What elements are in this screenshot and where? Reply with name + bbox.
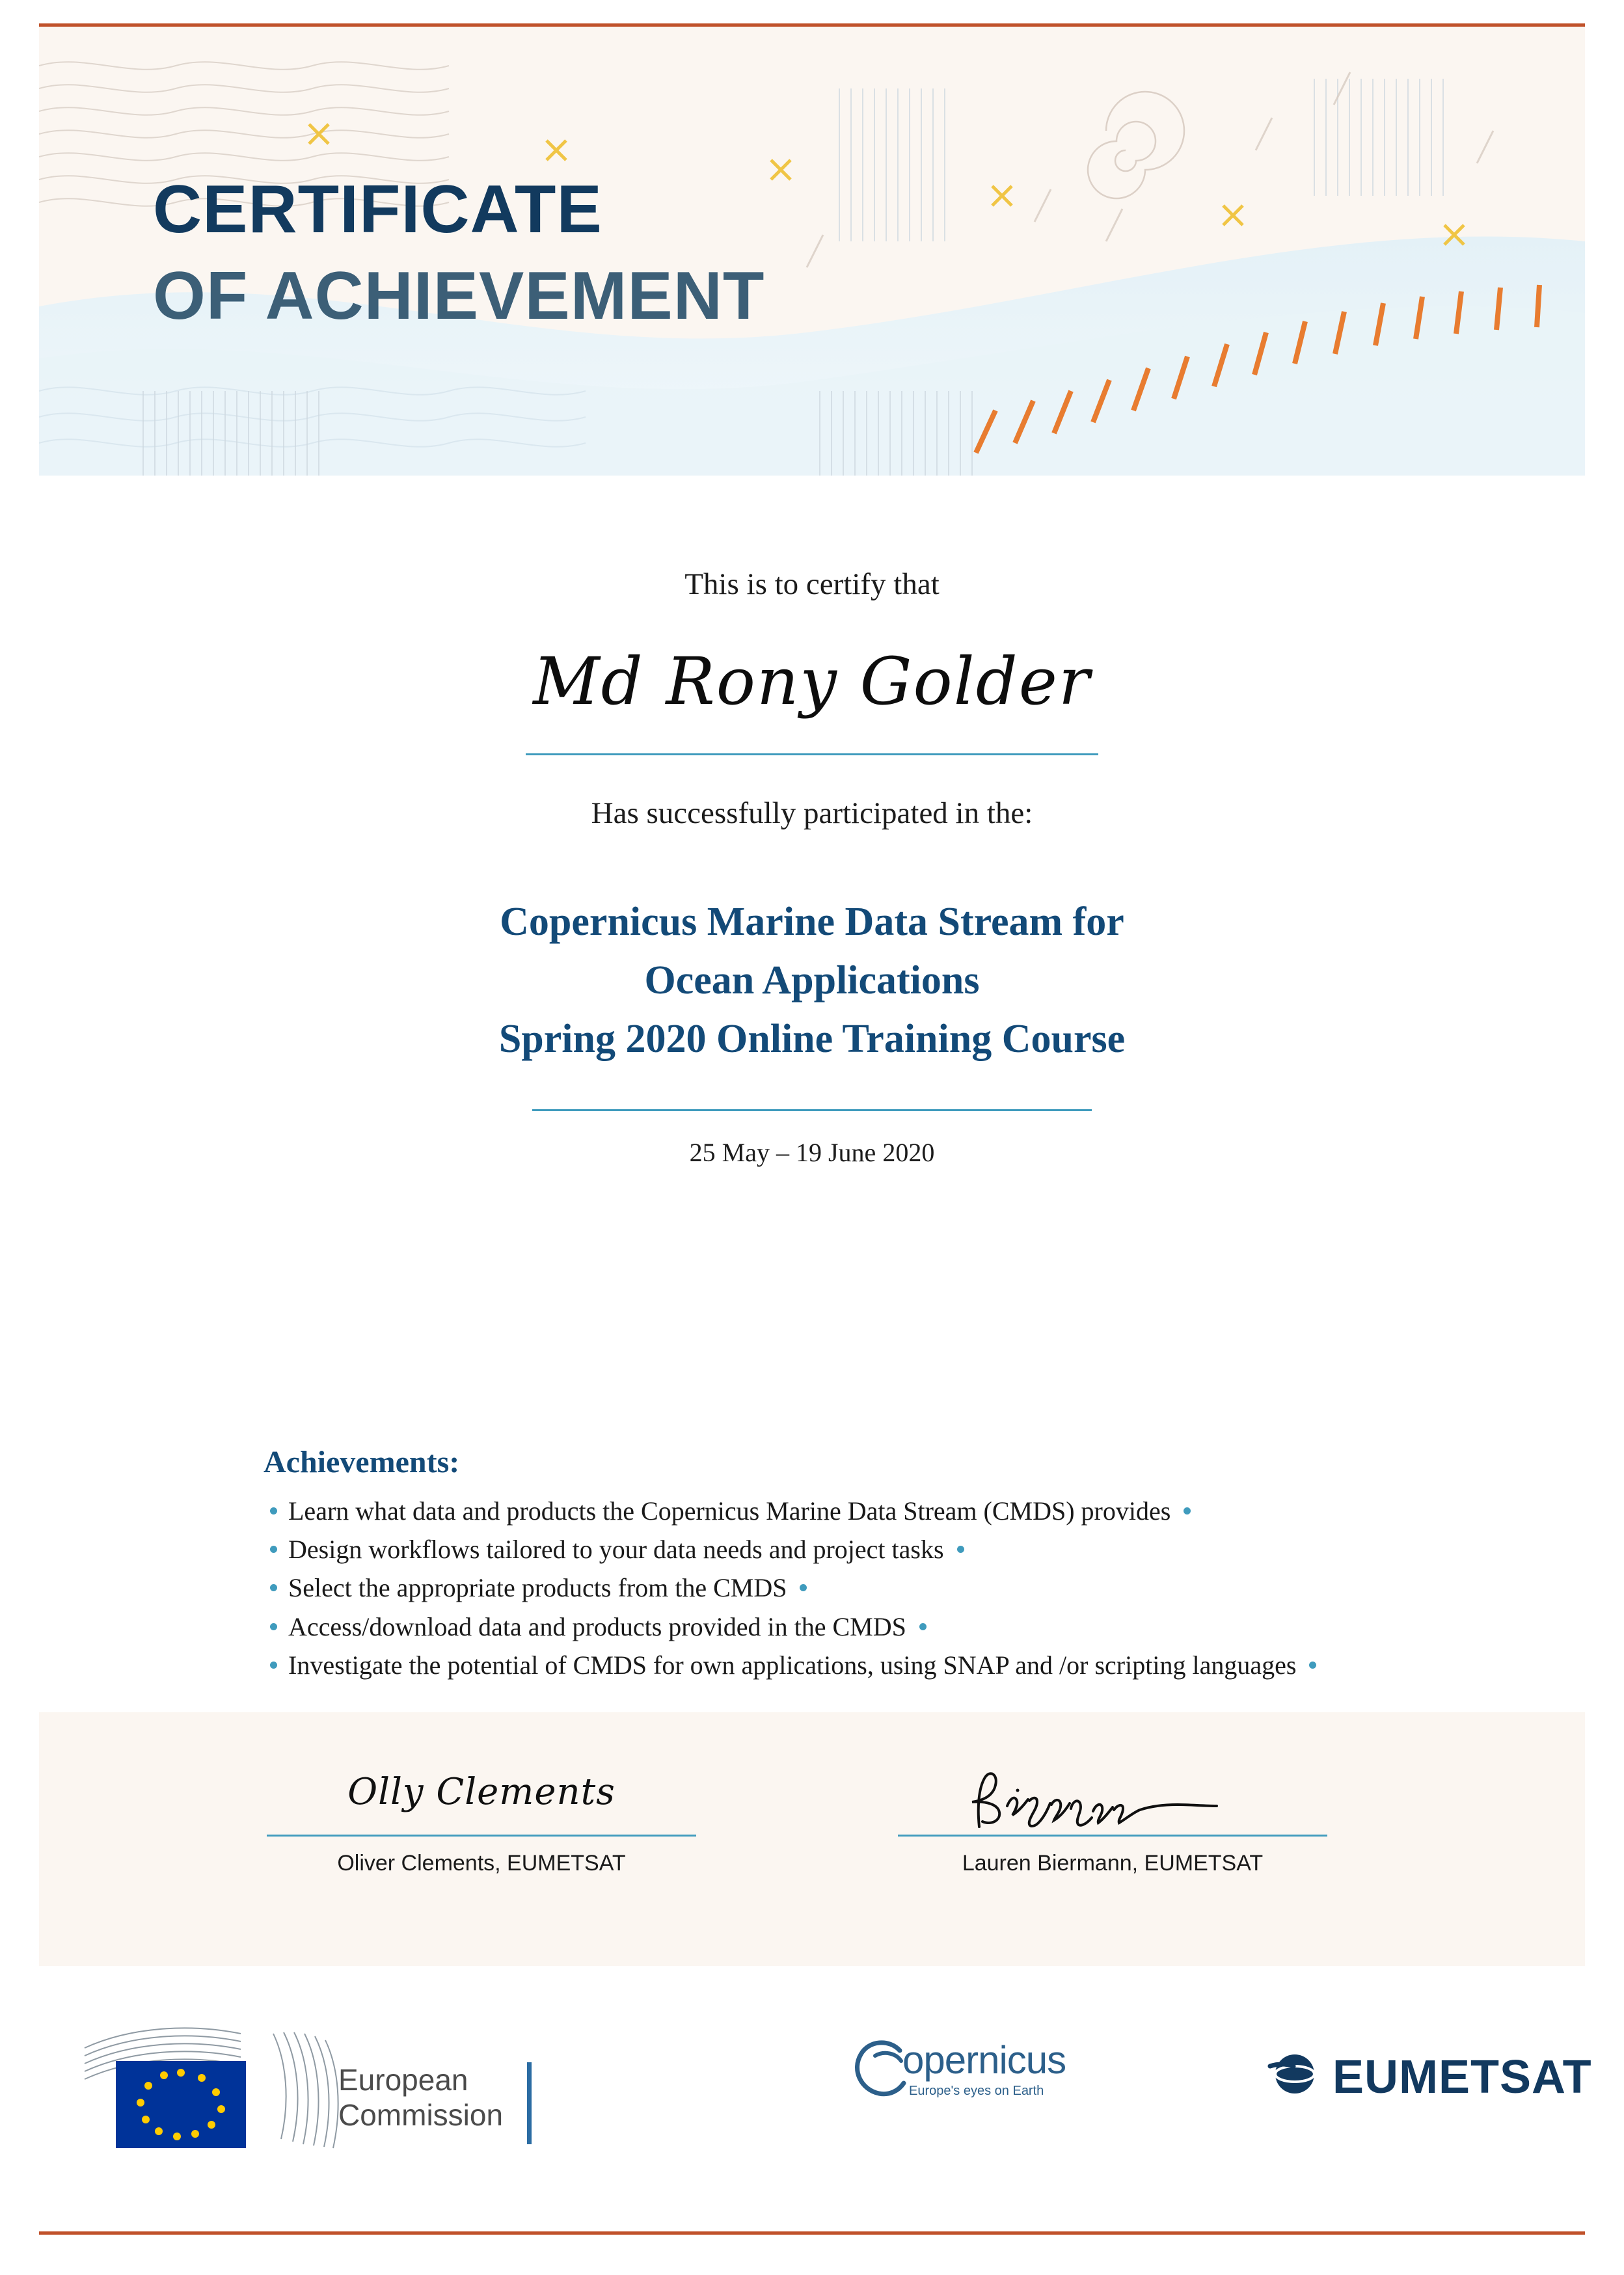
list-item: Design workflows tailored to your data needs and project tasks xyxy=(264,1530,1585,1568)
signature-line-right xyxy=(898,1835,1327,1837)
participation-line: Has successfully participated in the: xyxy=(591,796,1033,830)
achievements-section xyxy=(39,1444,1585,1684)
title-line-2: OF ACHIEVEMENT xyxy=(153,258,765,334)
list-item: Learn what data and products the Copernicus Marine Data Stream (CMDS) provides xyxy=(264,1492,1585,1530)
title-line-1: CERTIFICATE xyxy=(153,172,602,247)
signature-script-right xyxy=(885,1771,1340,1829)
signatory-name-left: Oliver Clements, EUMETSAT xyxy=(337,1851,626,1876)
certificate-header xyxy=(39,27,1585,476)
signature-block-right xyxy=(885,1771,1340,1876)
list-item: Investigate the potential of CMDS for own applications, using SNAP and /or scripting languages xyxy=(264,1646,1585,1684)
signature-block-left xyxy=(254,1771,709,1876)
certify-line: This is to certify that xyxy=(684,567,940,601)
divider-bottom xyxy=(532,1109,1092,1111)
signature-line-left xyxy=(267,1835,696,1837)
copernicus-name: opernicus xyxy=(902,2038,1066,2082)
course-title-line-3: Spring 2020 Online Training Course xyxy=(498,1016,1126,1061)
copernicus-logo xyxy=(856,2038,1066,2099)
eumetsat-name: EUMETSAT xyxy=(1333,2051,1592,2103)
achievements-list xyxy=(39,1492,1585,1684)
european-commission-line-1: European xyxy=(338,2063,468,2097)
course-dates: 25 May – 19 June 2020 xyxy=(689,1137,935,1167)
page-title xyxy=(153,167,765,340)
signature-script-left: Olly Clements xyxy=(347,1771,616,1813)
handwritten-signature-icon xyxy=(930,1771,1295,1831)
european-commission-line-2: Commission xyxy=(338,2098,504,2133)
course-title-line-2: Ocean Applications xyxy=(644,958,980,1003)
list-item: Access/download data and products provided in the CMDS xyxy=(264,1608,1585,1646)
course-title-line-1: Copernicus Marine Data Stream for xyxy=(500,900,1124,944)
european-commission-logo xyxy=(78,2022,638,2175)
list-item: Select the appropriate products from the CMDS xyxy=(264,1568,1585,1607)
achievements-heading: Achievements: xyxy=(264,1445,460,1479)
divider-top xyxy=(526,753,1098,755)
eumetsat-logo xyxy=(1269,2051,1592,2104)
bottom-accent-rule xyxy=(39,2231,1585,2235)
eumetsat-globe-icon xyxy=(1266,2047,1321,2101)
copernicus-swirl-icon xyxy=(849,2035,908,2107)
recipient-name: Md Rony Golder xyxy=(533,643,1091,720)
signatory-name-right: Lauren Biermann, EUMETSAT xyxy=(962,1851,1264,1876)
copernicus-tagline: Europe's eyes on Earth xyxy=(909,2084,1044,2098)
course-title xyxy=(39,893,1585,1069)
signature-band xyxy=(39,1712,1585,1966)
logo-row xyxy=(39,2004,1592,2199)
